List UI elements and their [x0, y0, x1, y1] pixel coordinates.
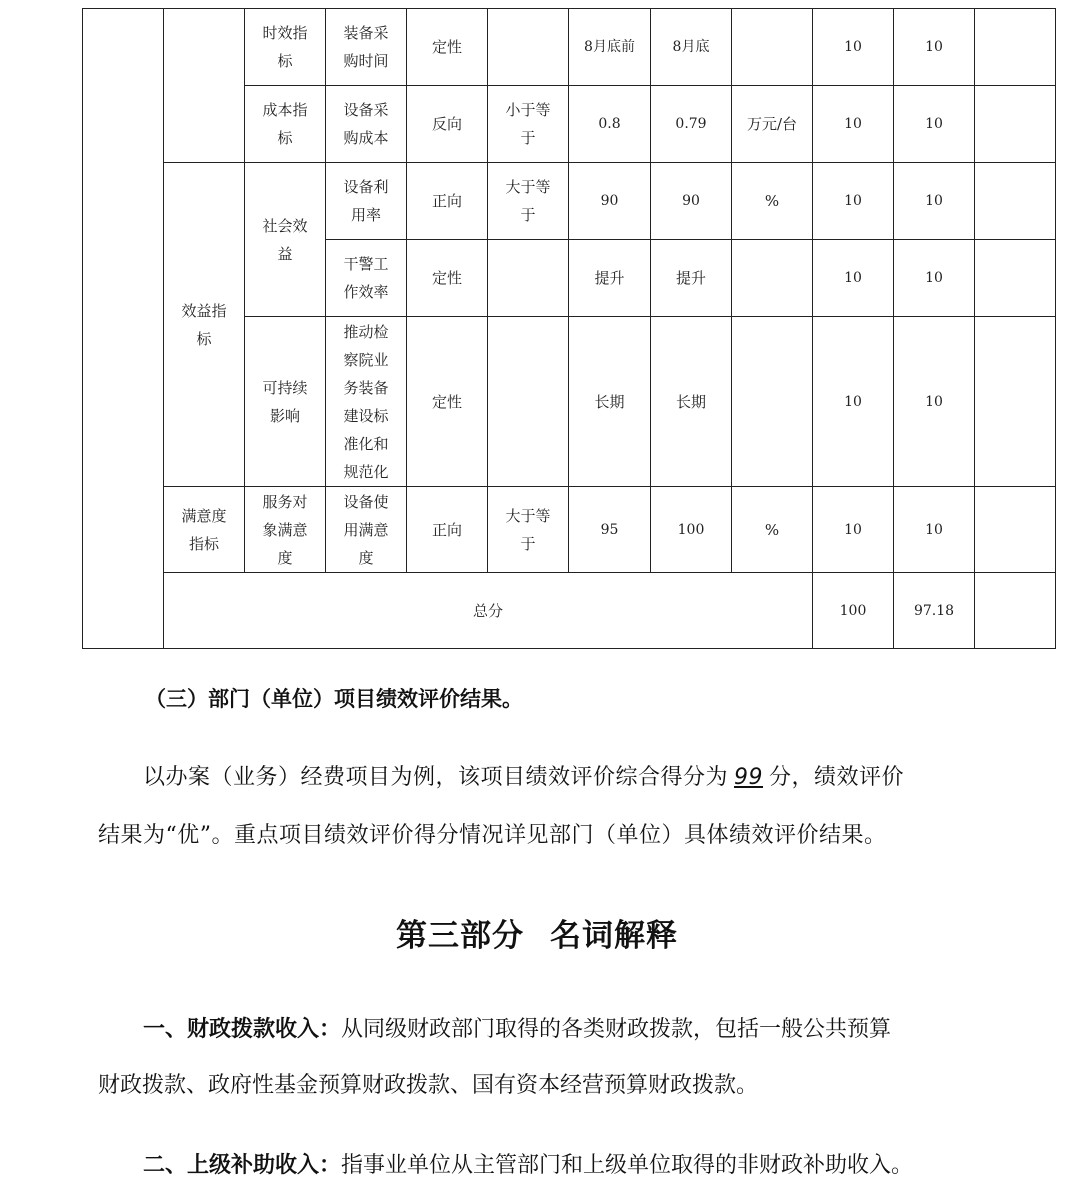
level4-indicator: 设备利用率: [343, 178, 389, 224]
target-cell: 提升: [569, 240, 651, 317]
handwritten-score: 99: [734, 765, 764, 790]
actual-cell: 90: [651, 163, 732, 240]
definition-line: 财政拨款、政府性基金预算财政拨款、国有资本经营预算财政拨款。: [98, 1073, 759, 1098]
definition-item: 二、上级补助收入：指事业单位从主管部门和上级单位取得的非财政补助收入。: [143, 1152, 914, 1178]
level2-indicator: 满意度指标: [181, 506, 227, 553]
table-row: [83, 163, 1056, 240]
definition-term: 二、上级补助收入：: [143, 1152, 342, 1178]
note-cell: [975, 487, 1056, 573]
actual-cell: 8月底: [651, 9, 732, 86]
comparison-cell: 小于等于: [505, 101, 551, 147]
level1-cell: [83, 9, 164, 649]
score-cell: 10: [894, 163, 975, 240]
performance-table: [82, 8, 1056, 649]
note-cell: [975, 163, 1056, 240]
actual-cell: 长期: [651, 317, 732, 487]
actual-cell: 100: [651, 487, 732, 573]
unit-cell: [732, 9, 813, 86]
target-cell: 0.8: [569, 86, 651, 163]
level2-cell: [164, 9, 245, 163]
direction-cell: 定性: [407, 317, 488, 487]
unit-cell: [732, 317, 813, 487]
actual-cell: 0.79: [651, 86, 732, 163]
total-weight: 100: [813, 573, 894, 649]
note-cell: [975, 317, 1056, 487]
target-cell: 90: [569, 163, 651, 240]
target-cell: 长期: [569, 317, 651, 487]
target-cell: 8月底前: [569, 9, 651, 86]
level3-indicator: 可持续影响: [262, 378, 308, 425]
level4-indicator: 装备采购时间: [343, 24, 389, 70]
unit-cell: %: [732, 487, 813, 573]
note-cell: [975, 86, 1056, 163]
level3-indicator: 时效指标: [262, 24, 308, 70]
table-row: [83, 9, 1056, 86]
direction-cell: 反向: [407, 86, 488, 163]
score-cell: 10: [894, 487, 975, 573]
weight-cell: 10: [813, 9, 894, 86]
comparison-cell: 大于等于: [505, 506, 551, 553]
level3-indicator: 服务对象满意度: [262, 492, 308, 567]
level2-indicator: 效益指标: [181, 301, 227, 348]
weight-cell: 10: [813, 240, 894, 317]
level3-indicator: 成本指标: [262, 101, 308, 147]
definition-term: 一、财政拨款收入：: [143, 1016, 342, 1042]
level4-indicator: 干警工作效率: [343, 255, 389, 301]
score-cell: 10: [894, 317, 975, 487]
weight-cell: 10: [813, 487, 894, 573]
direction-cell: 定性: [407, 9, 488, 86]
unit-cell: [732, 240, 813, 317]
table-row: [83, 487, 1056, 573]
note-cell: [975, 240, 1056, 317]
unit-cell: %: [732, 163, 813, 240]
part-title: 第三部分 名词解释: [396, 918, 678, 954]
score-cell: 10: [894, 9, 975, 86]
weight-cell: 10: [813, 317, 894, 487]
weight-cell: 10: [813, 86, 894, 163]
paragraph-line: 以办案（业务）经费项目为例，该项目绩效评价综合得分为 99 分，绩效评价: [143, 765, 905, 790]
direction-cell: 正向: [407, 487, 488, 573]
note-cell: [975, 9, 1056, 86]
comparison-cell: [488, 317, 569, 487]
total-row: [83, 573, 1056, 649]
score-cell: 10: [894, 240, 975, 317]
direction-cell: 正向: [407, 163, 488, 240]
definition-item: 一、财政拨款收入：从同级财政部门取得的各类财政拨款，包括一般公共预算: [143, 1016, 892, 1042]
total-note: [975, 573, 1056, 649]
level3-indicator: 社会效益: [262, 216, 308, 263]
level4-indicator: 设备使用满意度: [343, 492, 389, 567]
target-cell: 95: [569, 487, 651, 573]
comparison-cell: [488, 240, 569, 317]
total-score: 97.18: [894, 573, 975, 649]
score-cell: 10: [894, 86, 975, 163]
total-label: 总分: [164, 573, 813, 649]
paragraph-line: 结果为“优”。重点项目绩效评价得分情况详见部门（单位）具体绩效评价结果。: [98, 823, 887, 848]
actual-cell: 提升: [651, 240, 732, 317]
comparison-cell: 大于等于: [505, 178, 551, 224]
direction-cell: 定性: [407, 240, 488, 317]
level4-indicator: 推动检察院业务装备建设标准化和规范化: [343, 322, 389, 481]
weight-cell: 10: [813, 163, 894, 240]
section-heading: （三）部门（单位）项目绩效评价结果。: [145, 686, 523, 711]
level4-indicator: 设备采购成本: [343, 101, 389, 147]
unit-cell: 万元/台: [732, 86, 813, 163]
